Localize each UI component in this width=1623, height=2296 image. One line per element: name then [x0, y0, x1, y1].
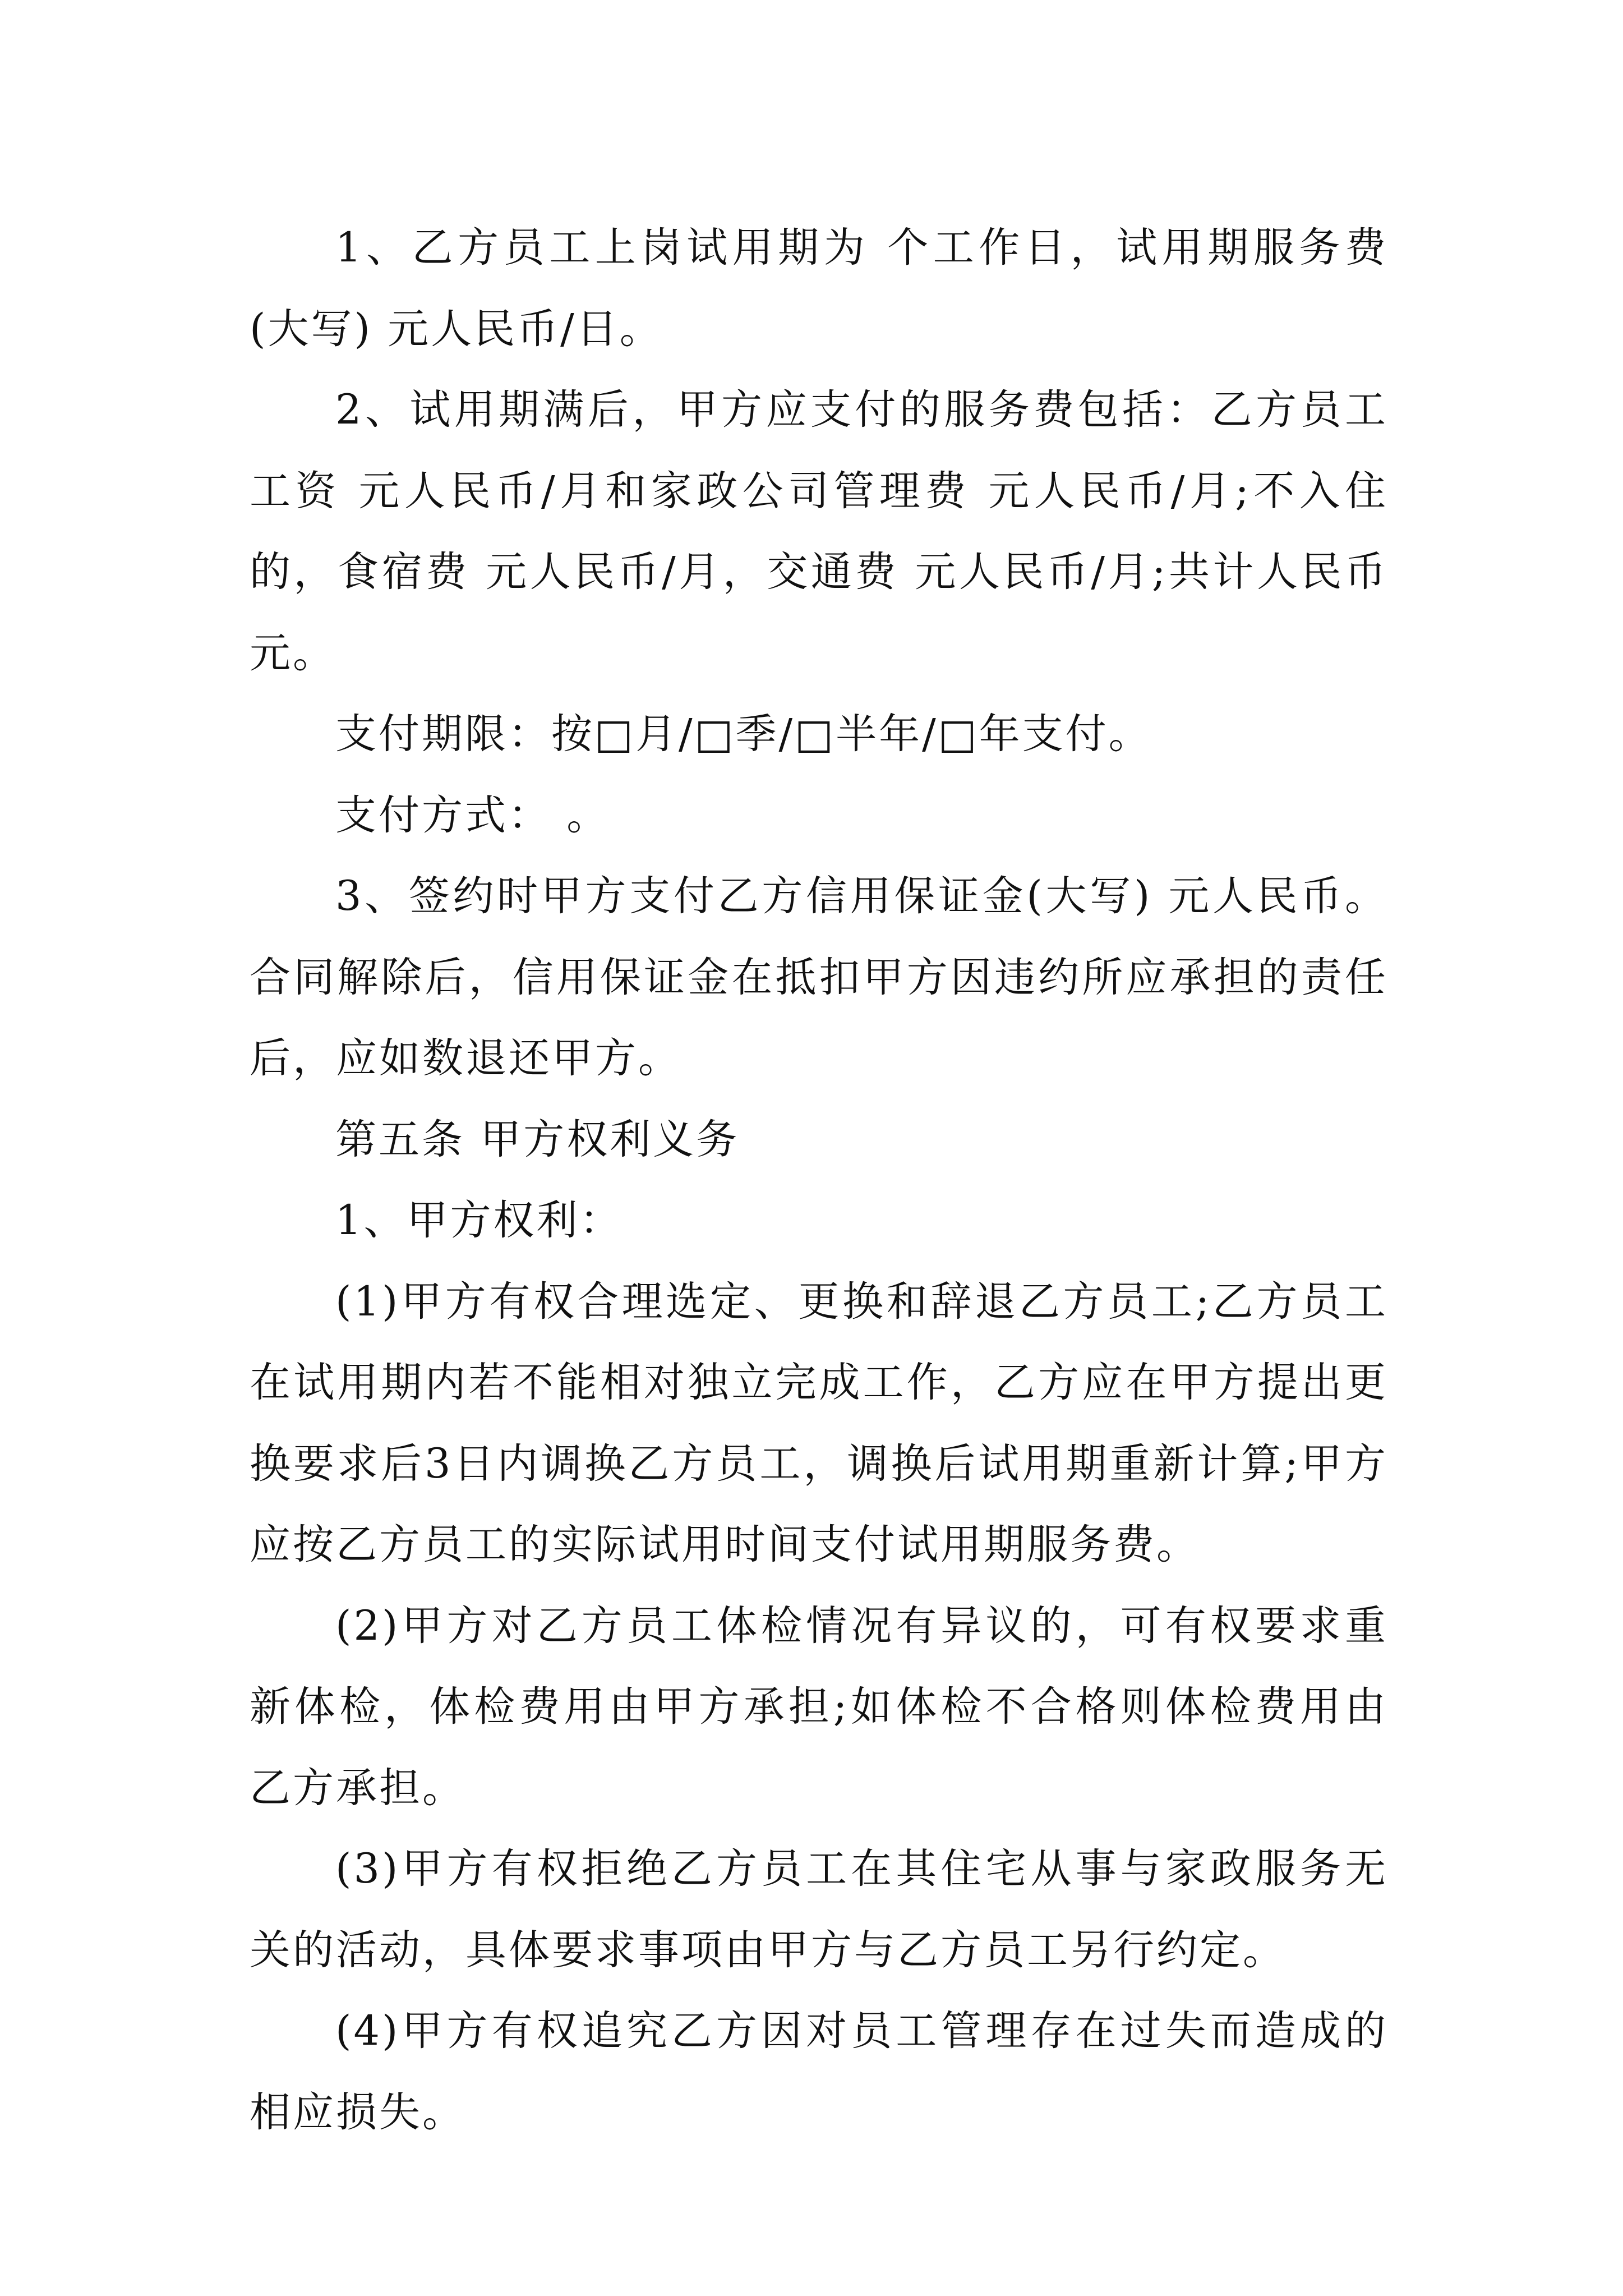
document-body — [250, 208, 1388, 2153]
paragraph-service-fee: 2、试用期满后，甲方应支付的服务费包括：乙方员工工资 元人民币/月和家政公司管理费 元人民币/月;不入住的，食宿费 元人民币/月，交通费 元人民币/月;共计人民币 元。 — [250, 386, 1388, 677]
section-heading-article-5: 第五条 甲方权利义务 — [335, 1115, 740, 1163]
clause-1: (1)甲方有权合理选定、更换和辞退乙方员工;乙方员工在试用期内若不能相对独立完成工作，乙方应在甲方提出更换要求后3日内调换乙方员工，调换后试用期重新计算;甲方应按乙方员工的实际试用时间支付试用期服务费。 — [250, 1277, 1388, 1568]
clause-3: (3)甲方有权拒绝乙方员工在其住宅从事与家政服务无关的活动，具体要求事项由甲方与乙方员工另行约定。 — [250, 1845, 1388, 1974]
paragraph-payment-method: 支付方式： 。 — [335, 791, 610, 839]
subheading-party-a-rights: 1、甲方权利： — [335, 1197, 623, 1244]
paragraph-credit-deposit: 3、签约时甲方支付乙方信用保证金(大写) 元人民币。合同解除后，信用保证金在抵扣甲方因违约所应承担的责任后，应如数退还甲方。 — [250, 872, 1388, 1082]
clause-2: (2)甲方对乙方员工体检情况有异议的，可有权要求重新体检，体检费用由甲方承担;如体检不合格则体检费用由乙方承担。 — [250, 1602, 1388, 1812]
paragraph-payment-period: 支付期限：按□月/□季/□半年/□年支付。 — [335, 710, 1152, 758]
paragraph-trial-period: 1、乙方员工上岗试用期为 个工作日，试用期服务费(大写) 元人民币/日。 — [250, 224, 1388, 353]
clause-4: (4)甲方有权追究乙方因对员工管理存在过失而造成的相应损失。 — [250, 2007, 1388, 2136]
